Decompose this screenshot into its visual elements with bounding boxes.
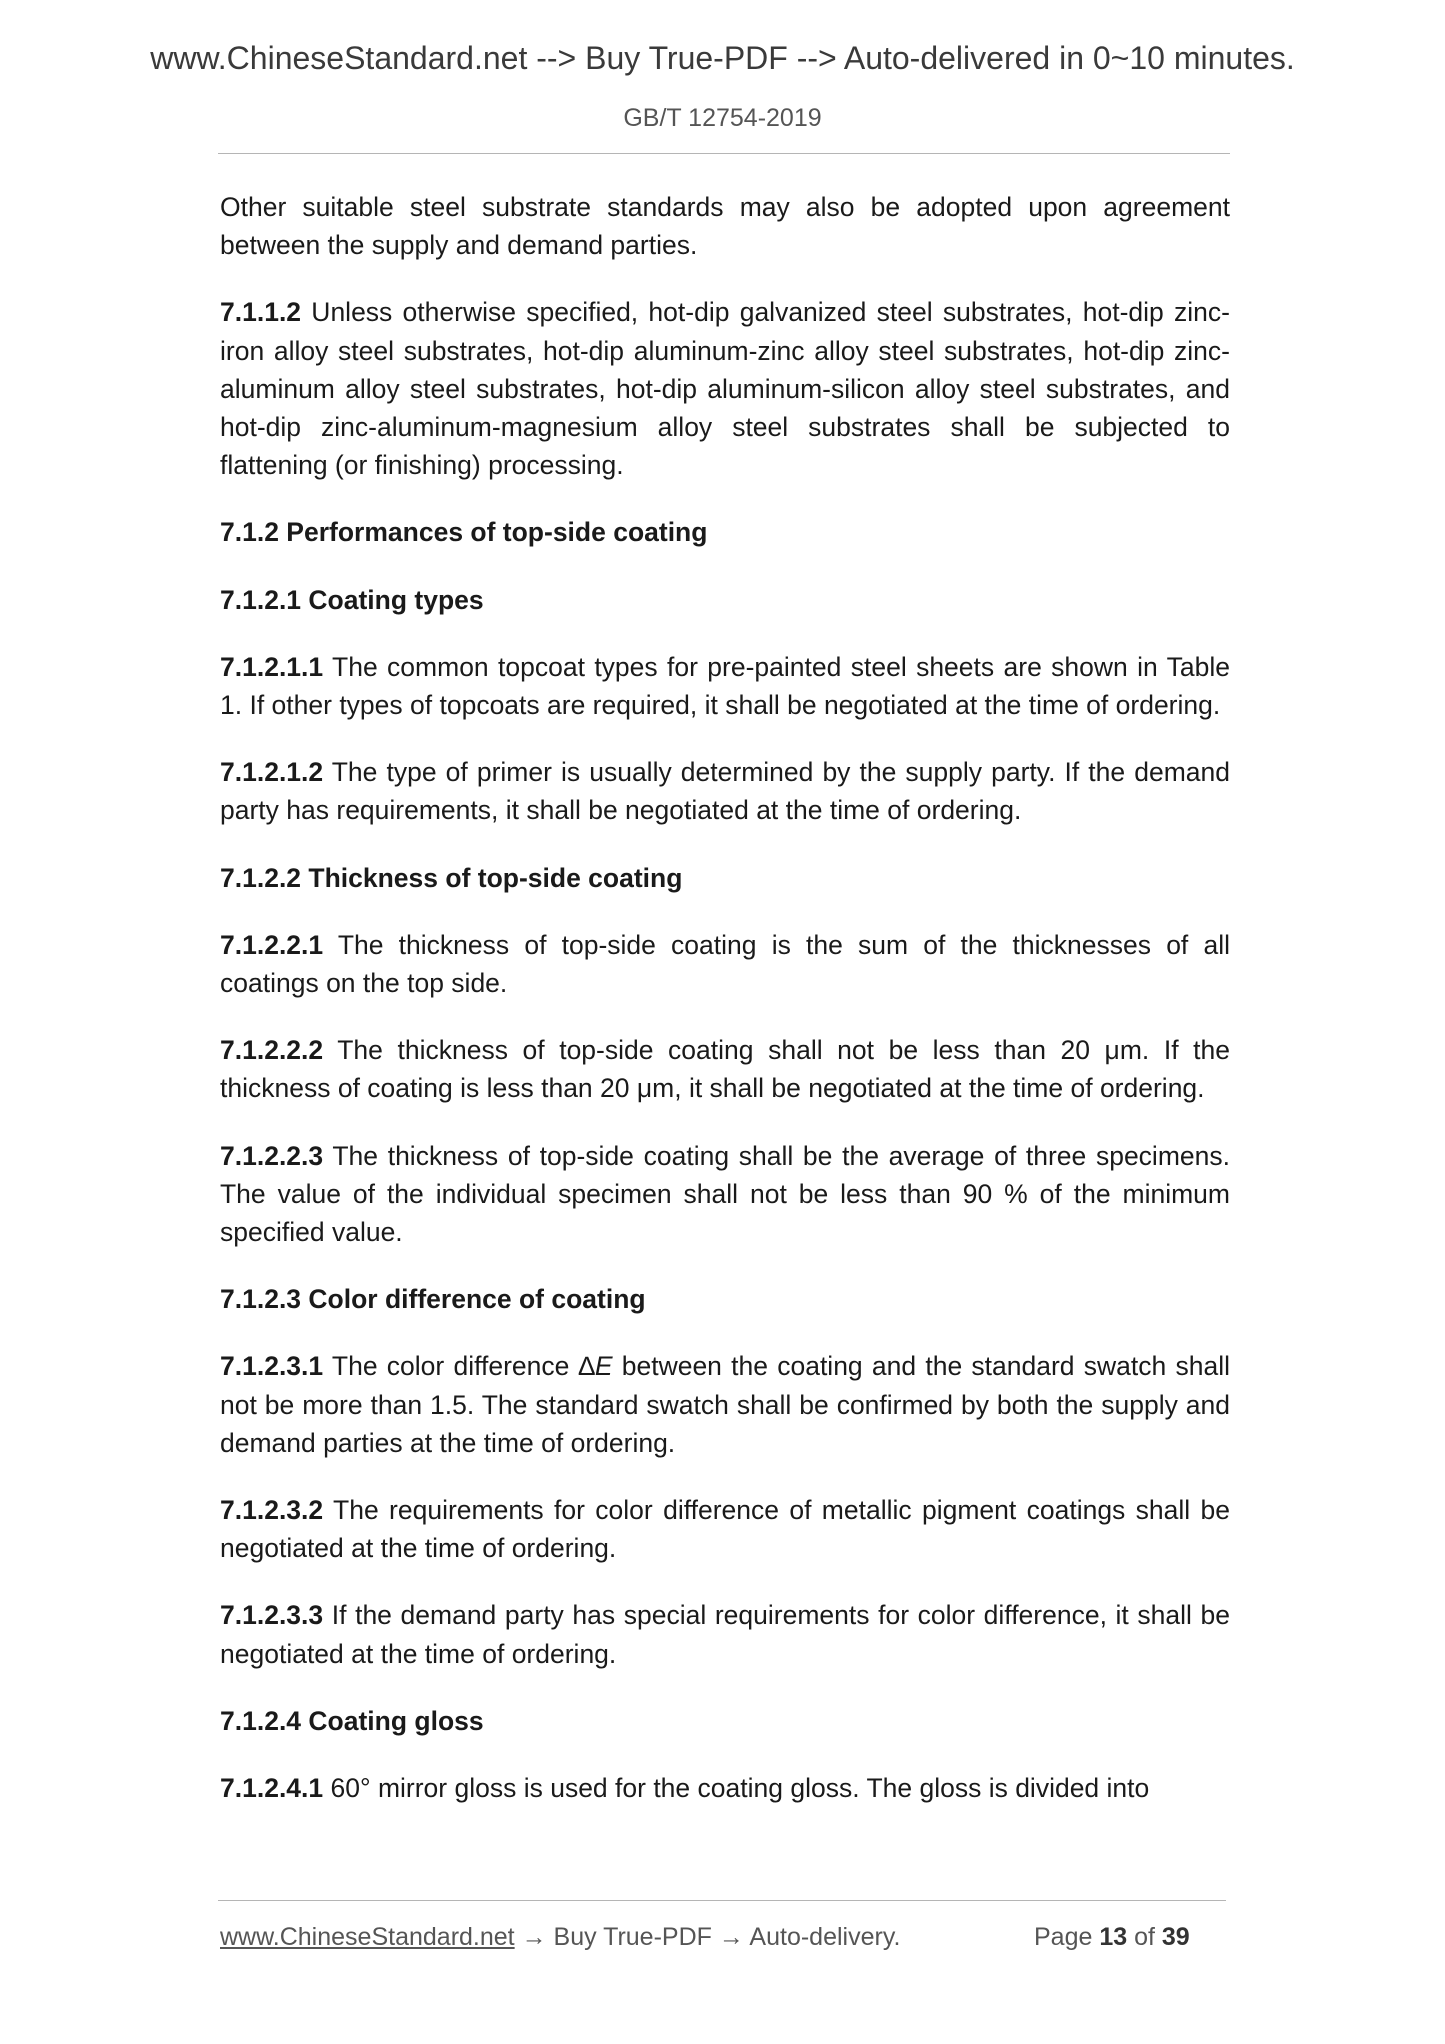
arrow-right-icon: → bbox=[514, 1923, 554, 1951]
clause-7-1-2-3-3 bbox=[220, 1596, 1230, 1672]
page-label: Page bbox=[1034, 1923, 1100, 1951]
e-symbol: E bbox=[594, 1351, 613, 1382]
clause-7-1-2-2-2 bbox=[220, 1031, 1230, 1107]
paragraph-substrate-standards bbox=[220, 188, 1230, 264]
document-code: GB/T 12754-2019 bbox=[623, 104, 822, 132]
clause-number: 7.1.2.2.1 bbox=[220, 929, 324, 960]
clause-text: The thickness of top-side coating shall not be less than 20 μm. If the thickness of coating is less than 20 μm, it shall be negotiated at the time of ordering. bbox=[220, 1035, 1230, 1104]
clause-number: 7.1.2.2.2 bbox=[220, 1035, 324, 1066]
of-label: of bbox=[1127, 1923, 1162, 1951]
heading-7-1-2-1: 7.1.2.1 Coating types bbox=[220, 584, 484, 615]
clause-7-1-2-4-1 bbox=[220, 1769, 1230, 1807]
clause-number: 7.1.2.1.2 bbox=[220, 757, 324, 788]
heading-7-1-2: 7.1.2 Performances of top-side coating bbox=[220, 517, 708, 548]
footer-divider bbox=[218, 1900, 1226, 1901]
clause-number: 7.1.1.2 bbox=[220, 297, 302, 328]
heading-7-1-2-4: 7.1.2.4 Coating gloss bbox=[220, 1705, 484, 1736]
clause-number: 7.1.2.1.1 bbox=[220, 651, 324, 682]
clause-text: The common topcoat types for pre-painted steel sheets are shown in Table 1. If other types of topcoats are required, it shall be negotiated at the time of ordering. bbox=[220, 651, 1230, 721]
heading-7-1-2-3: 7.1.2.3 Color difference of coating bbox=[220, 1284, 646, 1315]
page-total: 39 bbox=[1161, 1923, 1190, 1951]
delta-symbol: ∆ bbox=[578, 1351, 595, 1382]
footer-site-link[interactable]: www.ChineseStandard.net bbox=[220, 1923, 515, 1951]
clause-7-1-2-1-2 bbox=[220, 753, 1230, 829]
clause-number: 7.1.2.3.2 bbox=[220, 1495, 324, 1526]
document-body bbox=[220, 188, 1230, 1836]
page-indicator bbox=[1034, 1920, 1190, 1954]
clause-text: The type of primer is usually determined by the supply party. If the demand party has requirements, it shall be negotiated at the time of ordering. bbox=[220, 757, 1230, 826]
header-divider bbox=[218, 153, 1230, 154]
clause-number: 7.1.2.2.3 bbox=[220, 1140, 324, 1171]
clause-text: Unless otherwise specified, hot-dip galvanized steel substrates, hot-dip zinc-iron alloy steel substrates, hot-dip aluminum-zinc alloy steel substrates, hot-dip zinc-aluminum alloy steel substrates, hot-dip aluminum-silicon alloy steel substrates, and hot-dip zinc-aluminum-magnesium alloy steel substrates shall be subjected to flattening (or finishing) processing. bbox=[220, 297, 1230, 481]
clause-text: The requirements for color difference of metallic pigment coatings shall be negotiated at the time of ordering. bbox=[220, 1495, 1230, 1564]
clause-7-1-1-2 bbox=[220, 293, 1230, 484]
footer-delivery-text: Auto-delivery. bbox=[749, 1923, 901, 1951]
clause-text: 60° mirror gloss is used for the coating gloss. The gloss is divided into bbox=[323, 1773, 1150, 1804]
clause-7-1-2-1-1 bbox=[220, 648, 1230, 724]
page-number: 13 bbox=[1099, 1923, 1128, 1951]
clause-7-1-2-2-3 bbox=[220, 1137, 1230, 1252]
heading-7-1-2-2: 7.1.2.2 Thickness of top-side coating bbox=[220, 862, 683, 893]
paragraph-text: Other suitable steel substrate standards may also be adopted upon agreement between the supply and demand parties. bbox=[220, 192, 1230, 261]
arrow-right-icon: → bbox=[711, 1923, 750, 1951]
clause-text: If the demand party has special requirements for color difference, it shall be negotiated at the time of ordering. bbox=[220, 1600, 1230, 1669]
footer-promo bbox=[220, 1920, 900, 1954]
clause-7-1-2-3-2 bbox=[220, 1491, 1230, 1567]
footer-buy-text: Buy True-PDF bbox=[553, 1923, 712, 1951]
clause-text-continued: between the coating and the standard swatch shall not be more than 1.5. The standard swatch shall be confirmed by both the supply and demand parties at the time of ordering. bbox=[220, 1351, 1230, 1458]
clause-7-1-2-2-1 bbox=[220, 926, 1230, 1002]
delta-e-symbol bbox=[579, 1351, 613, 1381]
clause-text: The color difference bbox=[323, 1351, 579, 1382]
clause-number: 7.1.2.4.1 bbox=[220, 1773, 324, 1804]
clause-number: 7.1.2.3.1 bbox=[220, 1351, 324, 1382]
clause-text: The thickness of top-side coating is the sum of the thicknesses of all coatings on the top side. bbox=[220, 929, 1230, 999]
clause-number: 7.1.2.3.3 bbox=[220, 1600, 324, 1631]
top-banner: www.ChineseStandard.net --> Buy True-PDF --> Auto-delivered in 0~10 minutes. bbox=[150, 40, 1295, 76]
clause-7-1-2-3-1 bbox=[220, 1347, 1230, 1462]
clause-text: The thickness of top-side coating shall be the average of three specimens. The value of the individual specimen shall not be less than 90 % of the minimum specified value. bbox=[220, 1140, 1230, 1248]
